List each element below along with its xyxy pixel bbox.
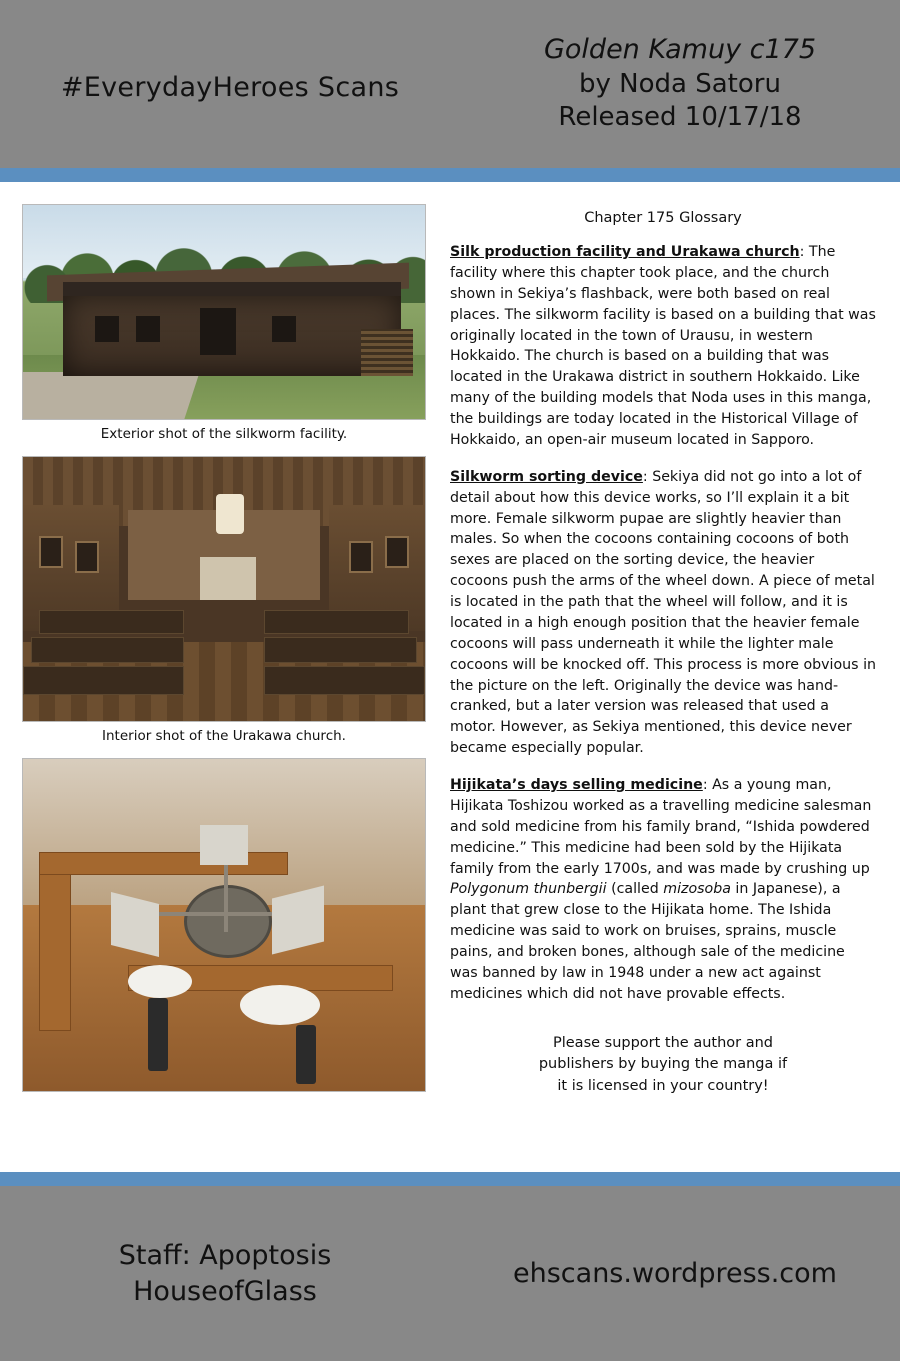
header-right-block: [460, 33, 900, 134]
photo-exterior-silkworm-facility: [22, 204, 426, 420]
staff-line-1: Staff: Apoptosis: [118, 1240, 332, 1272]
header-accent-bar: [0, 168, 900, 182]
dirt-path: [22, 372, 199, 419]
support-line-3: it is licensed in your country!: [557, 1078, 769, 1095]
japanese-plant-name: mizosoba: [663, 881, 731, 898]
support-line-2: publishers by buying the manga if: [538, 1056, 788, 1073]
glossary-column: [450, 210, 876, 1098]
wooden-frame-beam: [39, 852, 288, 875]
website-block: [450, 1258, 900, 1289]
glossary-body: : The facility where this chapter took place, and the church shown in Sekiya’s flashback, were both based on real places. The silkworm facility is based on a building that was originally located in the town of Urausu, in western Hokkaido. The church is based on a building that was located in the Urakawa district in southern Hokkaido. Like many of the building models that Noda uses in this manga, the buildings are today located in the Historical Village of Hokkaido, an open-air museum located in Sapporo.: [450, 244, 876, 448]
wooden-frame-beam: [39, 859, 71, 1032]
staff-credits: [0, 1238, 450, 1308]
release-date-line: Released 10/17/18: [558, 102, 802, 133]
author-line: by Noda Satoru: [579, 69, 781, 99]
window-glyph: [272, 316, 296, 342]
glossary-term: Silkworm sorting device: [450, 468, 643, 485]
cocoon: [128, 965, 192, 998]
support-note: [450, 1033, 876, 1098]
glossary-entry-sorting-device: [450, 467, 876, 759]
figure-exterior-silkworm-facility: [22, 204, 426, 450]
wall-picture-frame: [75, 541, 99, 573]
staff-line-2: HouseofGlass: [133, 1275, 317, 1307]
church-pew: [264, 666, 425, 695]
stacked-firewood: [361, 329, 413, 376]
sorting-arm-blade: [200, 825, 248, 865]
glossary-entry-hijikata-medicine: [450, 775, 876, 1005]
figure-caption: Interior shot of the Urakawa church.: [102, 728, 346, 744]
page-header: [0, 0, 900, 168]
glossary-entry-silk-facility: [450, 242, 876, 451]
glossary-body-part2: (called: [606, 881, 664, 898]
wall-picture-frame: [349, 541, 373, 573]
support-post: [148, 998, 168, 1071]
page-footer: [0, 1186, 900, 1361]
church-pew: [31, 637, 184, 663]
support-post: [296, 1025, 316, 1085]
support-line-1: Please support the author and: [552, 1034, 774, 1051]
scans-group-title: #EverydayHeroes Scans: [60, 71, 400, 103]
chapter-title: Golden Kamuy c175: [543, 34, 817, 66]
church-pew: [264, 637, 417, 663]
photo-silkworm-sorting-device: [22, 758, 426, 1092]
wall-picture-frame: [39, 536, 63, 568]
door-glyph: [200, 308, 236, 355]
glossary-title: Chapter 175 Glossary: [584, 210, 742, 226]
header-left-block: [0, 66, 460, 103]
glossary-body-part1: : As a young man, Hijikata Toshizou worked as a travelling medicine salesman and sold medicine from his family brand, “Ishida powdered medicine.” This medicine had been sold by the Hijikata family from the early 1700s, and was made by crushing up: [450, 777, 872, 877]
photo-interior-urakawa-church: [22, 456, 426, 722]
photo-column: [22, 204, 426, 1098]
window-glyph: [136, 316, 160, 342]
church-pew: [39, 610, 184, 634]
hanging-lamp-icon: [216, 494, 244, 534]
window-glyph: [95, 316, 119, 342]
glossary-term: Hijikata’s days selling medicine: [450, 777, 703, 793]
latin-plant-name: Polygonum thunbergii: [450, 881, 607, 898]
cocoon: [240, 985, 320, 1025]
website-url[interactable]: ehscans.wordpress.com: [513, 1258, 837, 1289]
glossary-body-part3: in Japanese), a plant that grew close to the Hijikata home. The Ishida medicine was said to work on bruises, sprains, muscle pains, and broken bones, although sale of the medicine was banned by law in 1948 under a new act against medicines which did not have provable effects.: [450, 881, 845, 1002]
sorting-wheel-hub: [184, 885, 272, 958]
glossary-body: : Sekiya did not go into a lot of detail about how this device works, so I’ll explain it a bit more. Female silkworm pupae are slightly heavier than males. So when the cocoons containing cocoons of both sexes are placed on the sorting device, the heavier cocoons push the arms of the wheel down. A piece of metal is located in the path that the wheel will follow, and it is located in a high enough position that the heavier female cocoons will pass underneath it while the lighter male cocoons will be knocked off. This process is more obvious in the picture on the left. Originally the device was hand-cranked, but a later version was released that used a motor. However, as Sekiya mentioned, this device never became especially popular.: [450, 468, 876, 757]
wall-picture-frame: [385, 536, 409, 568]
church-pew: [264, 610, 409, 634]
page-body: [0, 182, 900, 1172]
figure-caption: Exterior shot of the silkworm facility.: [100, 426, 348, 442]
altar: [200, 557, 256, 599]
church-pew: [23, 666, 184, 695]
figure-silkworm-sorting-device: [22, 758, 426, 1092]
glossary-term: Silk production facility and Urakawa church: [450, 244, 800, 260]
figure-interior-urakawa-church: [22, 456, 426, 752]
footer-accent-bar: [0, 1172, 900, 1186]
